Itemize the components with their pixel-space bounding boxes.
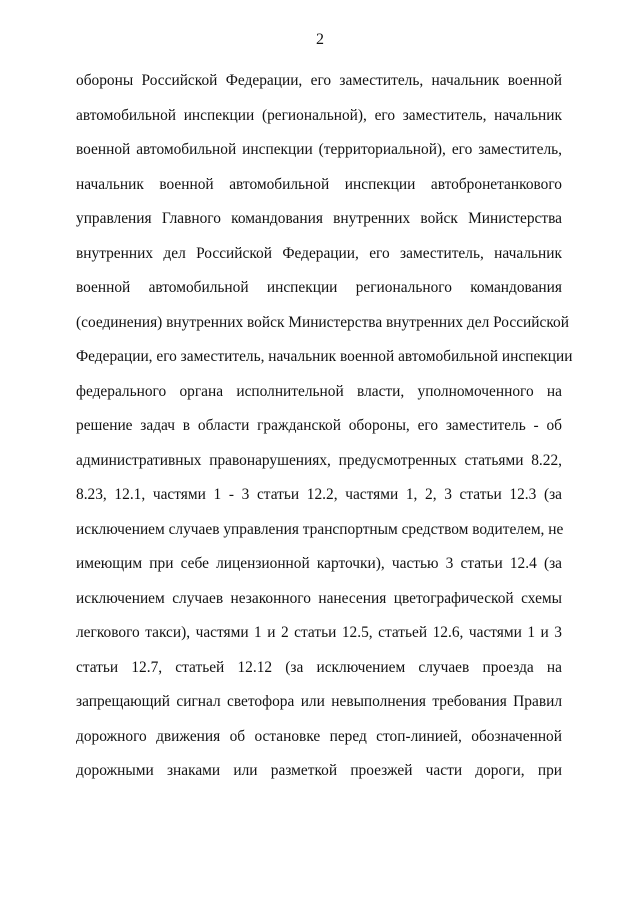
text-line: дорожного движения об остановке перед стоп-линией, обозначенной xyxy=(76,727,562,745)
text-line: административных правонарушениях, предусмотренных статьями 8.22, xyxy=(76,451,562,469)
text-line: исключением случаев управления транспортным средством водителем, не xyxy=(76,520,564,538)
text-line: запрещающий сигнал светофора или невыполнения требования Правил xyxy=(76,693,562,710)
text-line: внутренних дел Российской Федерации, его заместитель, начальник xyxy=(76,244,562,262)
text-line: дорожными знаками или разметкой проезжей части дороги, при xyxy=(76,762,562,779)
text-line: управления Главного командования внутренних войск Министерства xyxy=(76,210,562,227)
text-line: Федерации, его заместитель, начальник военной автомобильной инспекции xyxy=(76,348,573,365)
text-line: имеющим при себе лицензионной карточки), частью 3 статьи 12.4 (за xyxy=(76,555,562,572)
text-line: (соединения) внутренних войск Министерства внутренних дел Российской xyxy=(76,313,569,331)
text-line: военной автомобильной инспекции (территориальной), его заместитель, xyxy=(76,141,562,158)
text-line: федерального органа исполнительной власти, уполномоченного на xyxy=(76,382,562,400)
text-line: исключением случаев незаконного нанесения цветографической схемы xyxy=(76,589,562,607)
text-line: обороны Российской Федерации, его заместитель, начальник военной xyxy=(76,72,562,89)
text-line: легкового такси), частями 1 и 2 статьи 12.5, статьей 12.6, частями 1 и 3 xyxy=(76,624,562,641)
text-line: автомобильной инспекции (региональной), его заместитель, начальник xyxy=(76,106,562,124)
text-line: решение задач в области гражданской обороны, его заместитель - об xyxy=(76,417,562,434)
text-line: военной автомобильной инспекции регионального командования xyxy=(76,279,562,296)
text-line: 8.23, 12.1, частями 1 - 3 статьи 12.2, частями 1, 2, 3 статьи 12.3 (за xyxy=(76,486,562,503)
document-body xyxy=(76,64,573,789)
page-number: 2 xyxy=(316,31,324,48)
text-line: статьи 12.7, статьей 12.12 (за исключением случаев проезда на xyxy=(76,658,562,676)
text-line: начальник военной автомобильной инспекции автобронетанкового xyxy=(76,175,562,193)
